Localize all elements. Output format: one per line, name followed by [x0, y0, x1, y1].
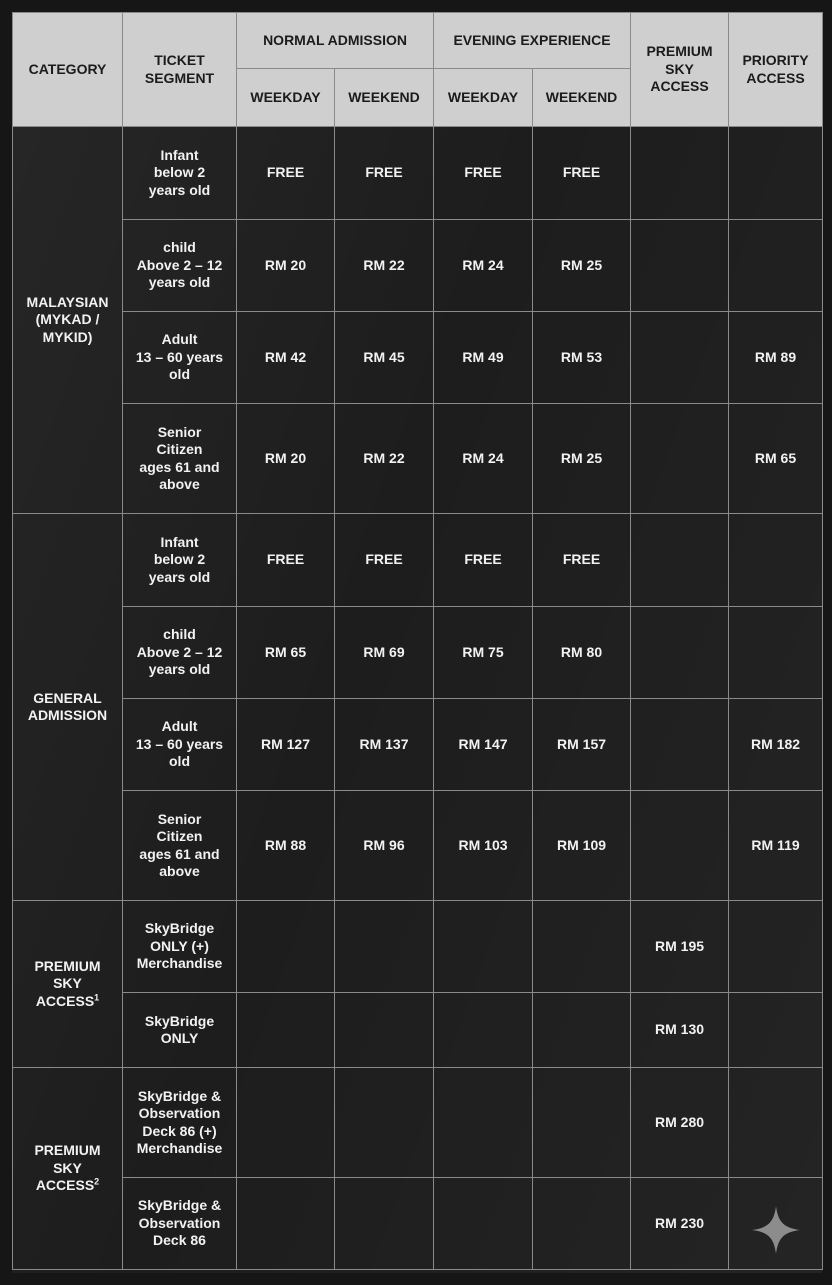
category-footnote-marker: 1: [94, 992, 100, 1003]
price-cell: RM 280: [631, 1068, 729, 1178]
table-row: [13, 404, 823, 514]
price-cell: RM 103: [434, 791, 533, 901]
header-premium-sky-access: PREMIUM SKY ACCESS: [631, 13, 729, 127]
price-cell: [631, 312, 729, 404]
price-cell: [237, 1178, 335, 1270]
table-row: [13, 312, 823, 404]
ticket-segment-cell: SkyBridge & Observation Deck 86 (+) Merchandise: [123, 1068, 237, 1178]
price-cell: [631, 607, 729, 699]
price-cell: [729, 993, 823, 1068]
header-normal-weekend: WEEKEND: [335, 69, 434, 127]
price-cell: FREE: [237, 127, 335, 220]
price-cell: RM 80: [533, 607, 631, 699]
price-cell: FREE: [434, 127, 533, 220]
table-row: [13, 607, 823, 699]
price-cell: [335, 1068, 434, 1178]
price-cell: [237, 901, 335, 993]
price-cell: [631, 220, 729, 312]
price-cell: RM 24: [434, 220, 533, 312]
ticket-segment-cell: Adult 13 – 60 years old: [123, 699, 237, 791]
category-label: PREMIUM SKY ACCESS: [34, 1142, 101, 1194]
price-cell: [631, 699, 729, 791]
price-cell: [434, 901, 533, 993]
price-cell: RM 75: [434, 607, 533, 699]
category-cell: [13, 514, 123, 901]
price-cell: RM 24: [434, 404, 533, 514]
category-label: GENERAL ADMISSION: [27, 689, 108, 723]
table-body: [13, 127, 823, 1270]
price-cell: [533, 901, 631, 993]
price-cell: [631, 514, 729, 607]
price-cell: RM 109: [533, 791, 631, 901]
price-cell: RM 96: [335, 791, 434, 901]
price-cell: [533, 1178, 631, 1270]
price-cell: RM 230: [631, 1178, 729, 1270]
category-cell: [13, 127, 123, 514]
ticket-segment-cell: child Above 2 – 12 years old: [123, 220, 237, 312]
price-cell: FREE: [335, 514, 434, 607]
table-row: [13, 514, 823, 607]
price-cell: FREE: [533, 514, 631, 607]
price-cell: RM 89: [729, 312, 823, 404]
header-category: CATEGORY: [13, 13, 123, 127]
table-row: [13, 791, 823, 901]
price-cell: [335, 993, 434, 1068]
price-cell: RM 65: [729, 404, 823, 514]
table-row: [13, 127, 823, 220]
category-footnote-marker: 2: [94, 1176, 100, 1187]
price-cell: FREE: [335, 127, 434, 220]
price-cell: RM 42: [237, 312, 335, 404]
price-cell: [434, 1178, 533, 1270]
price-cell: RM 45: [335, 312, 434, 404]
price-cell: RM 25: [533, 404, 631, 514]
table-row: [13, 993, 823, 1068]
price-cell: [729, 220, 823, 312]
table-row: [13, 220, 823, 312]
price-cell: RM 182: [729, 699, 823, 791]
header-normal-weekday: WEEKDAY: [237, 69, 335, 127]
sparkle-icon: [752, 1206, 800, 1254]
ticket-segment-cell: SkyBridge ONLY: [123, 993, 237, 1068]
header-evening-weekday: WEEKDAY: [434, 69, 533, 127]
ticket-segment-cell: Senior Citizen ages 61 and above: [123, 404, 237, 514]
price-cell: RM 127: [237, 699, 335, 791]
price-cell: RM 49: [434, 312, 533, 404]
price-cell: [335, 901, 434, 993]
price-cell: RM 130: [631, 993, 729, 1068]
price-cell: [237, 993, 335, 1068]
category-cell: [13, 1068, 123, 1270]
table-row: [13, 699, 823, 791]
price-cell: [729, 1068, 823, 1178]
price-cell: [533, 1068, 631, 1178]
category-cell: [13, 901, 123, 1068]
price-cell: RM 20: [237, 404, 335, 514]
price-cell: [434, 993, 533, 1068]
category-label: MALAYSIAN (MYKAD / MYKID): [26, 293, 109, 345]
price-cell: [237, 1068, 335, 1178]
ticket-price-table: [12, 12, 823, 1270]
price-cell: [631, 404, 729, 514]
price-cell: [729, 901, 823, 993]
price-cell: FREE: [434, 514, 533, 607]
price-cell: [335, 1178, 434, 1270]
price-cell: RM 53: [533, 312, 631, 404]
header-normal-admission: NORMAL ADMISSION: [237, 13, 434, 69]
table-row: [13, 901, 823, 993]
price-cell: RM 25: [533, 220, 631, 312]
ticket-segment-cell: SkyBridge & Observation Deck 86: [123, 1178, 237, 1270]
price-cell: RM 65: [237, 607, 335, 699]
price-cell: RM 195: [631, 901, 729, 993]
price-cell: RM 137: [335, 699, 434, 791]
ticket-segment-cell: Infant below 2 years old: [123, 514, 237, 607]
ticket-segment-cell: Adult 13 – 60 years old: [123, 312, 237, 404]
price-cell: RM 157: [533, 699, 631, 791]
category-label: PREMIUM SKY ACCESS: [34, 957, 101, 1009]
price-cell: [729, 607, 823, 699]
price-cell: [729, 514, 823, 607]
price-cell: FREE: [237, 514, 335, 607]
header-evening-experience: EVENING EXPERIENCE: [434, 13, 631, 69]
header-ticket-segment: TICKET SEGMENT: [123, 13, 237, 127]
ticket-segment-cell: Senior Citizen ages 61 and above: [123, 791, 237, 901]
price-cell: [533, 993, 631, 1068]
header-evening-weekend: WEEKEND: [533, 69, 631, 127]
price-cell: RM 69: [335, 607, 434, 699]
price-cell: RM 88: [237, 791, 335, 901]
header-priority-access: PRIORITY ACCESS: [729, 13, 823, 127]
price-cell: RM 22: [335, 220, 434, 312]
price-cell: FREE: [533, 127, 631, 220]
price-cell: RM 119: [729, 791, 823, 901]
price-cell: RM 20: [237, 220, 335, 312]
price-cell: RM 22: [335, 404, 434, 514]
price-cell: [729, 127, 823, 220]
price-cell: [434, 1068, 533, 1178]
ticket-segment-cell: child Above 2 – 12 years old: [123, 607, 237, 699]
price-cell: [631, 127, 729, 220]
price-cell: RM 147: [434, 699, 533, 791]
table-row: [13, 1068, 823, 1178]
table-row: [13, 1178, 823, 1270]
ticket-segment-cell: Infant below 2 years old: [123, 127, 237, 220]
price-cell: [631, 791, 729, 901]
ticket-segment-cell: SkyBridge ONLY (+) Merchandise: [123, 901, 237, 993]
